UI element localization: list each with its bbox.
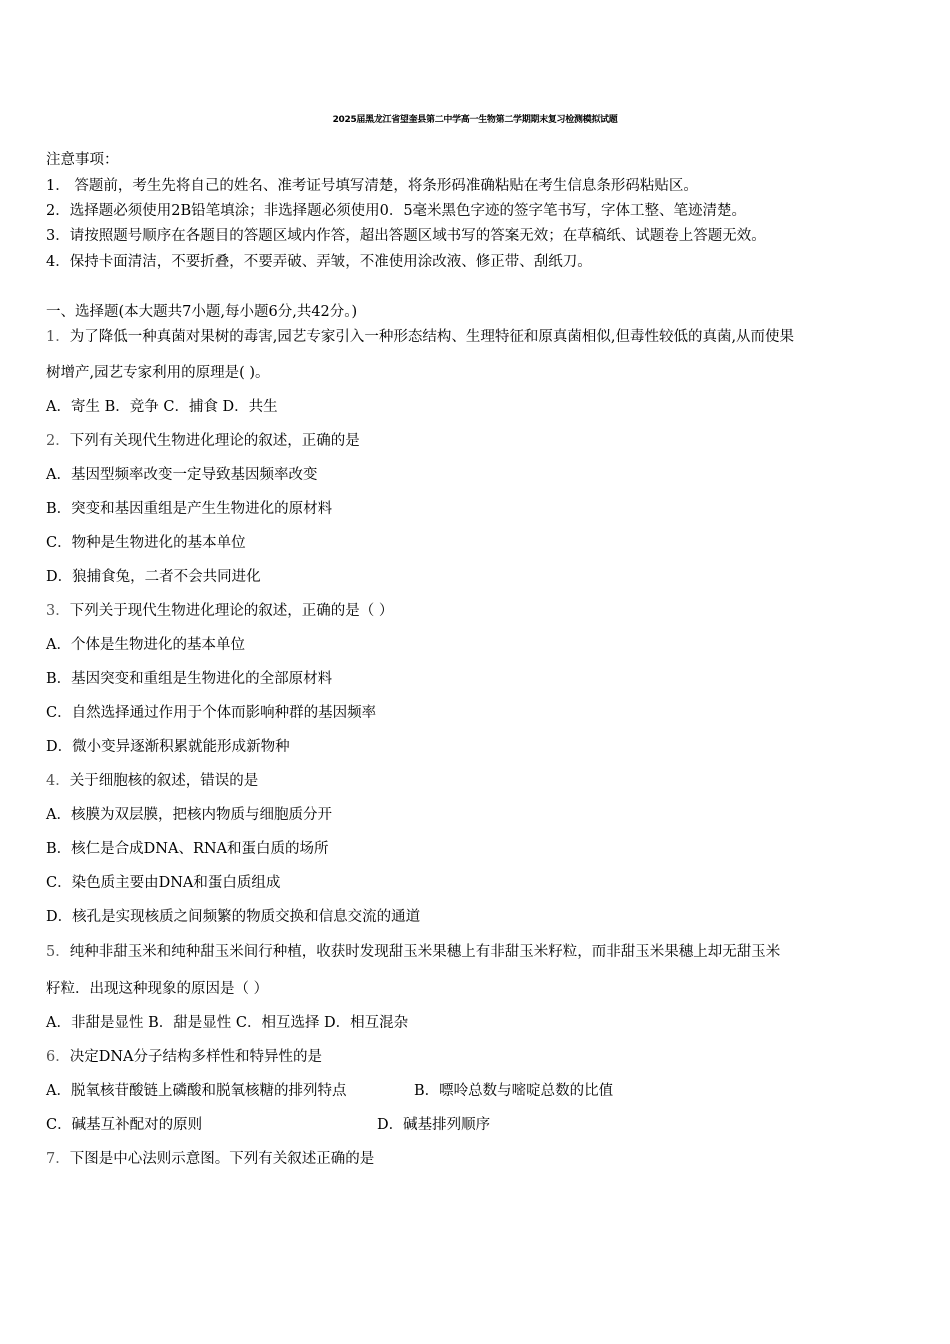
question-5 (46, 942, 780, 962)
question-number: 3． (46, 603, 70, 619)
question-4 (46, 771, 258, 791)
option-d: D．微小变异逐渐积累就能形成新物种 (46, 739, 290, 755)
question-7 (46, 1149, 374, 1169)
question-3 (46, 601, 393, 621)
notice-item-4: 4．保持卡面清洁，不要折叠，不要弄破、弄皱，不准使用涂改液、修正带、刮纸刀。 (46, 254, 592, 270)
question-text: 下列有关现代生物进化理论的叙述，正确的是 (69, 433, 360, 449)
option-a: A．核膜为双层膜，把核内物质与细胞质分开 (46, 807, 332, 823)
question-6 (46, 1047, 322, 1067)
question-text: 关于细胞核的叙述，错误的是 (69, 773, 259, 789)
question-text: 决定DNA分子结构多样性和特异性的是 (69, 1049, 323, 1065)
option-c: C．自然选择通过作用于个体而影响种群的基因频率 (46, 705, 377, 721)
question-number: 4． (46, 773, 70, 789)
option-a: A．个体是生物进化的基本单位 (46, 637, 245, 653)
question-text: 下列关于现代生物进化理论的叙述，正确的是（ ） (69, 603, 394, 619)
question-text: 纯种非甜玉米和纯种甜玉米间行种植，收获时发现甜玉米果穗上有非甜玉米籽粒，而非甜玉米果穗上却无甜玉米 (69, 944, 781, 960)
question-text: 为了降低一种真菌对果树的毒害,园艺专家引入一种形态结构、生理特征和原真菌相似,但毒性较低的真菌,从而使果 (69, 329, 795, 345)
section-heading: 一、选择题(本大题共7小题,每小题6分,共42分。) (46, 304, 358, 320)
question-number: 6． (46, 1049, 70, 1065)
question-number: 5． (46, 944, 70, 960)
question-2 (46, 431, 360, 451)
option-a: A．脱氧核苷酸链上磷酸和脱氧核糖的排列特点 (46, 1083, 347, 1099)
question-1-options: A．寄生 B．竞争 C．捕食 D．共生 (46, 399, 278, 415)
question-number: 7． (46, 1151, 70, 1167)
option-b: B．核仁是合成DNA、RNA和蛋白质的场所 (46, 841, 329, 857)
question-1 (46, 327, 794, 347)
notice-item-3: 3．请按照题号顺序在各题目的答题区域内作答，超出答题区域书写的答案无效；在草稿纸、试题卷上答题无效。 (46, 228, 766, 244)
option-b: B．基因突变和重组是生物进化的全部原材料 (46, 671, 333, 687)
page-title: 2025届黑龙江省望奎县第二中学高一生物第二学期期末复习检测模拟试题 (332, 115, 618, 125)
notice-item-1: 1． 答题前，考生先将自己的姓名、准考证号填写清楚，将条形码准确粘贴在考生信息条形码粘贴区。 (46, 178, 698, 194)
option-d: D．碱基排列顺序 (377, 1117, 491, 1133)
option-a: A．基因型频率改变一定导致基因频率改变 (46, 467, 318, 483)
question-text: 下图是中心法则示意图。下列有关叙述正确的是 (69, 1151, 375, 1167)
option-c: C．染色质主要由DNA和蛋白质组成 (46, 875, 281, 891)
question-number: 2． (46, 433, 70, 449)
notice-heading: 注意事项： (46, 152, 119, 168)
question-5-continued: 籽粒．出现这种现象的原因是（ ） (46, 981, 269, 997)
option-d: D．核孔是实现核质之间频繁的物质交换和信息交流的通道 (46, 909, 421, 925)
option-b: B．突变和基因重组是产生生物进化的原材料 (46, 501, 333, 517)
option-d: D．狼捕食兔，二者不会共同进化 (46, 569, 261, 585)
question-1-continued: 树增产,园艺专家利用的原理是( )。 (46, 365, 270, 381)
option-c: C．碱基互补配对的原则 (46, 1117, 203, 1133)
question-number: 1． (46, 329, 70, 345)
notice-item-2: 2．选择题必须使用2B铅笔填涂；非选择题必须使用0．5毫米黑色字迹的签字笔书写，字体工整、笔迹清楚。 (46, 203, 747, 219)
option-b: B．嘌呤总数与嘧啶总数的比值 (414, 1083, 614, 1099)
question-5-options: A．非甜是显性 B．甜是显性 C．相互选择 D．相互混杂 (46, 1015, 409, 1031)
option-c: C．物种是生物进化的基本单位 (46, 535, 246, 551)
